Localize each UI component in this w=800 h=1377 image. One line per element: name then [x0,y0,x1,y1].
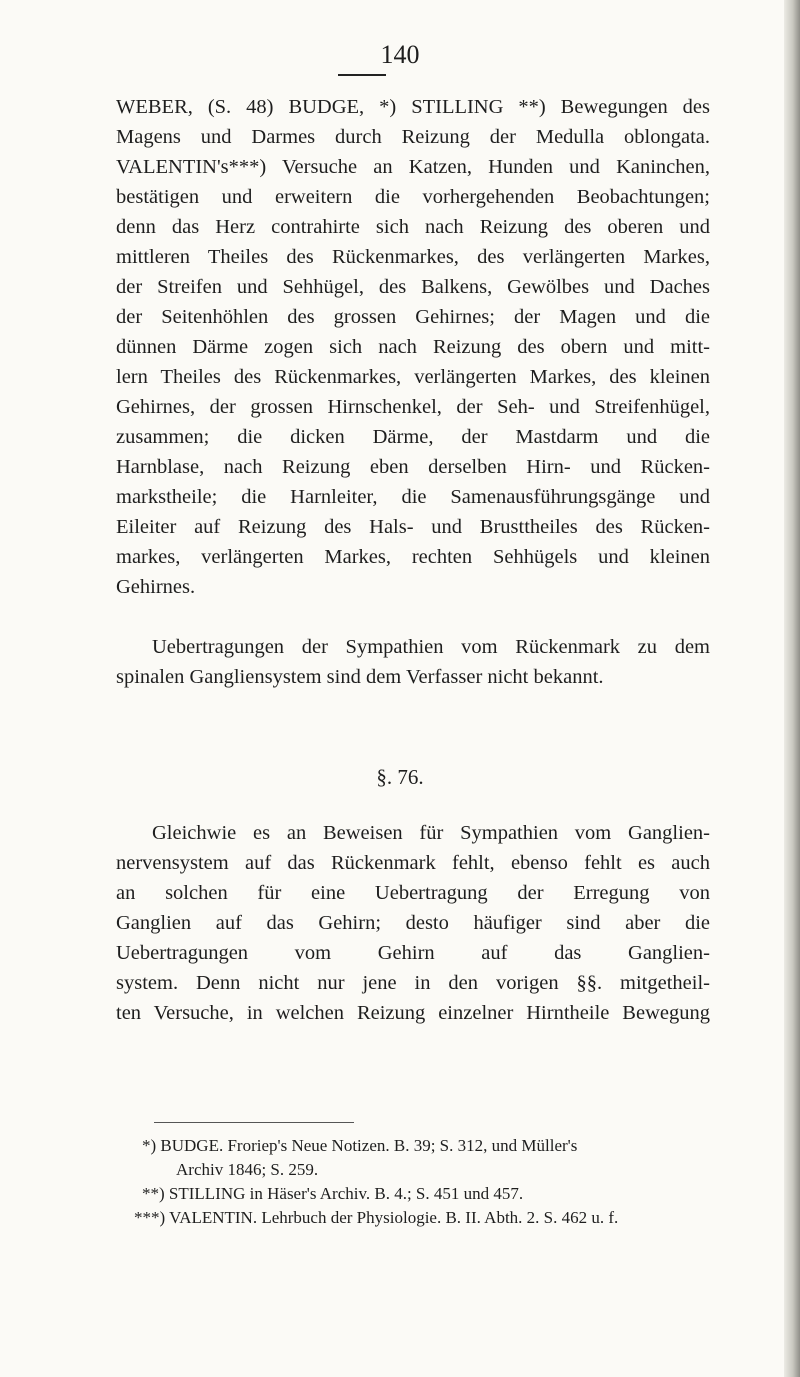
page-edge-shadow [784,0,800,1377]
page-number: 140 [380,40,420,69]
text-line: denn das Herz contrahirte sich nach Reizung des oberen und [116,216,710,238]
footnote-line: *) BUDGE. Froriep's Neue Notizen. B. 39; S. 312, und Müller's [142,1136,578,1155]
text-line: Eileiter auf Reizung des Hals- und Brusttheiles des Rücken- [116,516,710,538]
footnote-line: **) STILLING in Häser's Archiv. B. 4.; S. 451 und 457. [142,1184,524,1203]
text-line: Magens und Darmes durch Reizung der Medulla oblongata. [116,126,710,148]
text-line: Uebertragungen vom Gehirn auf das Ganglien- [116,942,710,964]
text-line: Ganglien auf das Gehirn; desto häufiger sind aber die [116,912,710,934]
text-line: lern Theiles des Rückenmarkes, verlängerten Markes, des kleinen [116,366,710,388]
page-number-rule [338,74,386,76]
text-line: nervensystem auf das Rückenmark fehlt, ebenso fehlt es auch [116,852,710,874]
footnote-line: ***) VALENTIN. Lehrbuch der Physiologie. B. II. Abth. 2. S. 462 u. f. [134,1208,619,1227]
text-line: der Seitenhöhlen des grossen Gehirnes; der Magen und die [116,306,710,328]
text-line: zusammen; die dicken Därme, der Mastdarm und die [116,426,710,448]
text-line: Gehirnes. [116,576,196,598]
footnote-rule [154,1122,354,1123]
text-line: Harnblase, nach Reizung eben derselben Hirn- und Rücken- [116,456,710,478]
text-line: markstheile; die Harnleiter, die Samenausführungsgänge und [116,486,710,508]
text-line: system. Denn nicht nur jene in den vorigen §§. mitgetheil- [116,972,710,994]
text-line: markes, verlängerten Markes, rechten Sehhügels und kleinen [116,546,710,568]
footnote-line: Archiv 1846; S. 259. [176,1160,319,1179]
text-line: Gleichwie es an Beweisen für Sympathien vom Ganglien- [152,822,710,844]
text-line: mittleren Theiles des Rückenmarkes, des verlängerten Markes, [116,246,710,268]
text-line: Uebertragungen der Sympathien vom Rückenmark zu dem [152,636,710,658]
text-line: dünnen Därme zogen sich nach Reizung des obern und mitt- [116,336,710,358]
text-line: WEBER, (S. 48) BUDGE, *) STILLING **) Bewegungen des [116,96,710,118]
text-line: ten Versuche, in welchen Reizung einzelner Hirntheile Bewegung [116,1002,710,1024]
text-line: an solchen für eine Uebertragung der Erregung von [116,882,710,904]
text-line: bestätigen und erweitern die vorhergehenden Beobachtungen; [116,186,710,208]
text-line: spinalen Gangliensystem sind dem Verfasser nicht bekannt. [116,666,604,688]
section-heading: §. 76. [376,765,424,789]
text-line: VALENTIN's***) Versuche an Katzen, Hunden und Kaninchen, [116,156,710,178]
text-line: Gehirnes, der grossen Hirnschenkel, der Seh- und Streifenhügel, [116,396,710,418]
text-line: der Streifen und Sehhügel, des Balkens, Gewölbes und Daches [116,276,710,298]
